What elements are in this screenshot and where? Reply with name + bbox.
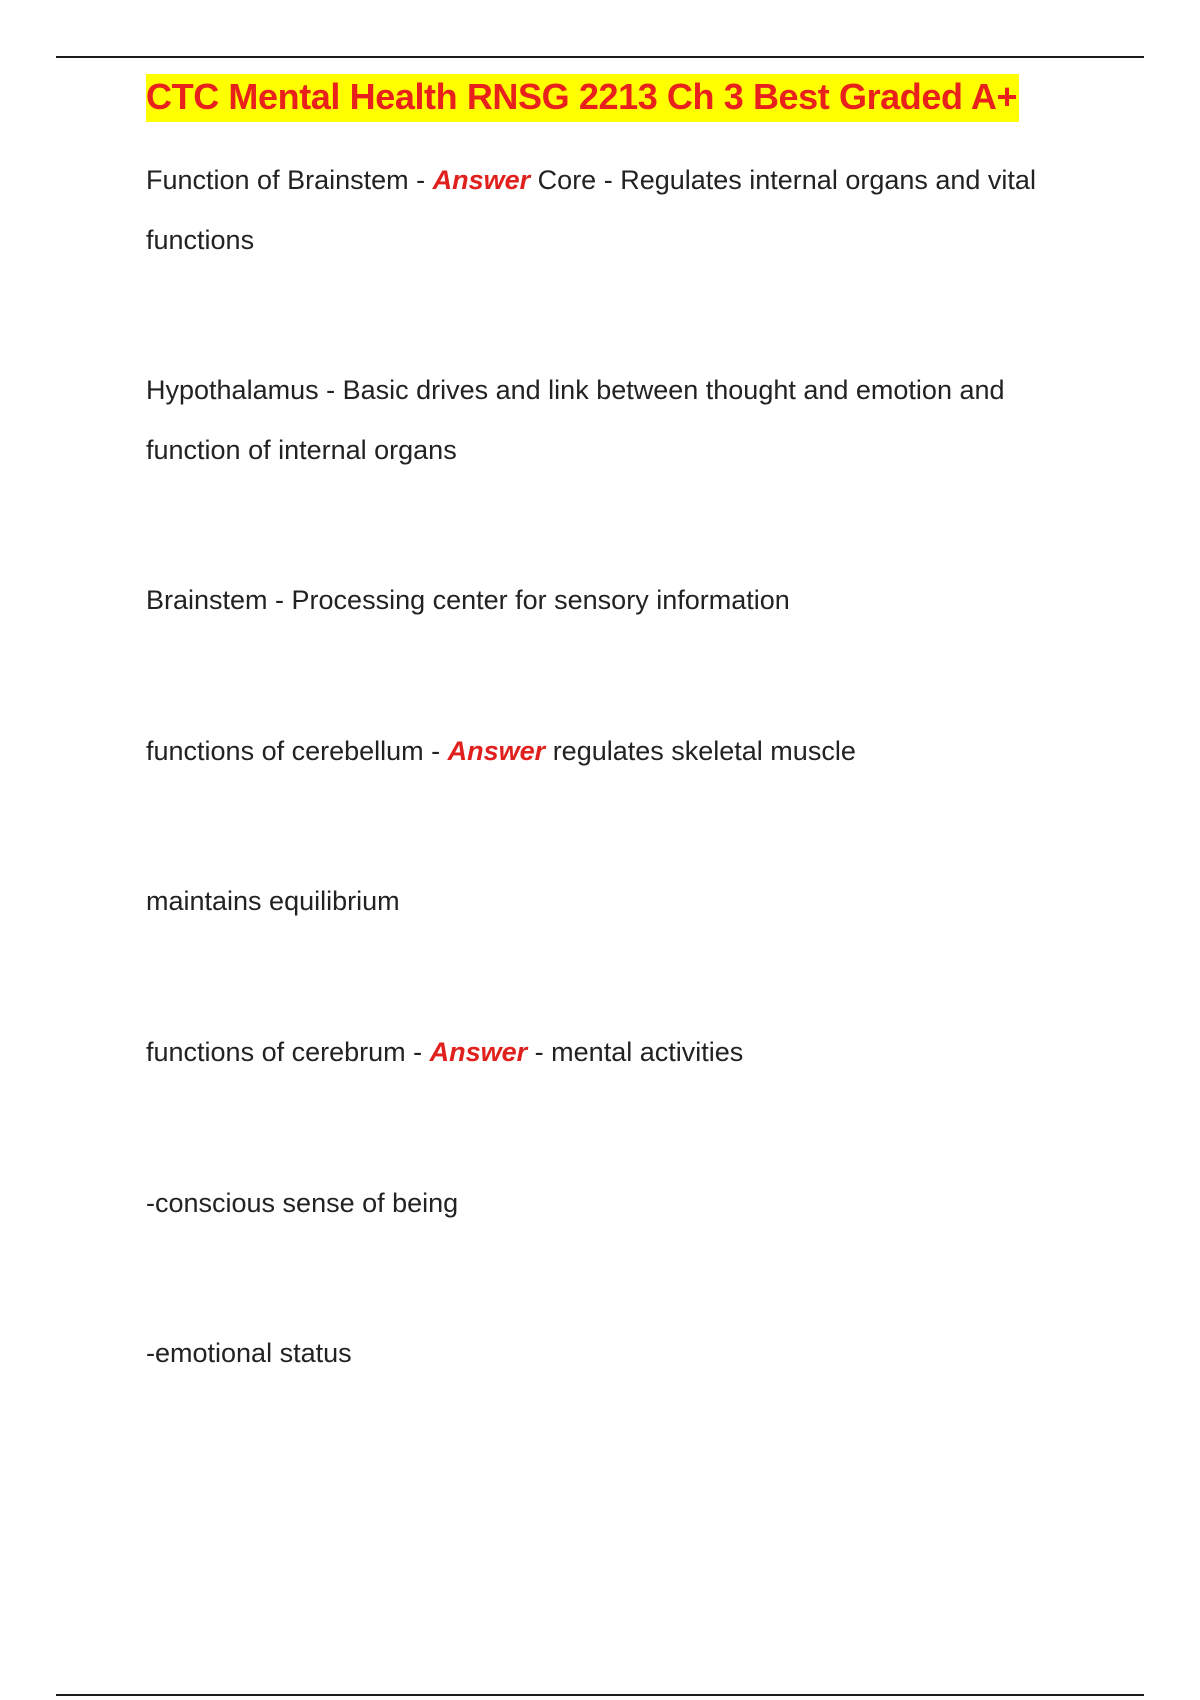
- entry-answer: Core - Regulates internal organs and vital functions: [146, 165, 1036, 255]
- top-rule: [56, 56, 1144, 58]
- entry-hypothalamus: [146, 360, 1106, 480]
- answer-label: Answer: [447, 736, 546, 766]
- entry-text: -conscious sense of being: [146, 1188, 459, 1218]
- entry-answer: regulates skeletal muscle: [545, 736, 856, 766]
- entry-question: functions of cerebellum -: [146, 736, 448, 766]
- title-highlight: [146, 74, 1019, 122]
- entry-text: -emotional status: [146, 1338, 352, 1368]
- entry-cerebellum-functions: [146, 721, 1106, 781]
- entry-cerebrum-functions: [146, 1022, 1106, 1082]
- entry-brainstem: [146, 570, 1106, 630]
- bottom-rule: [56, 1694, 1144, 1696]
- document-title: CTC Mental Health RNSG 2213 Ch 3 Best Graded A+: [146, 76, 1018, 117]
- entry-text: Brainstem - Processing center for sensory information: [146, 585, 790, 615]
- document-body: [146, 74, 1106, 1368]
- answer-label: Answer: [429, 1037, 528, 1067]
- entry-equilibrium: [146, 871, 1106, 931]
- entry-text: maintains equilibrium: [146, 886, 400, 916]
- entry-answer: - mental activities: [527, 1037, 744, 1067]
- entry-brainstem-function: [146, 150, 1106, 270]
- entry-question: functions of cerebrum -: [146, 1037, 430, 1067]
- answer-label: Answer: [432, 165, 531, 195]
- entry-conscious-sense: [146, 1173, 1106, 1233]
- entry-emotional-status: [146, 1323, 1106, 1383]
- entry-question: Function of Brainstem -: [146, 165, 433, 195]
- entry-text: Hypothalamus - Basic drives and link between thought and emotion and function of internal organs: [146, 375, 1005, 465]
